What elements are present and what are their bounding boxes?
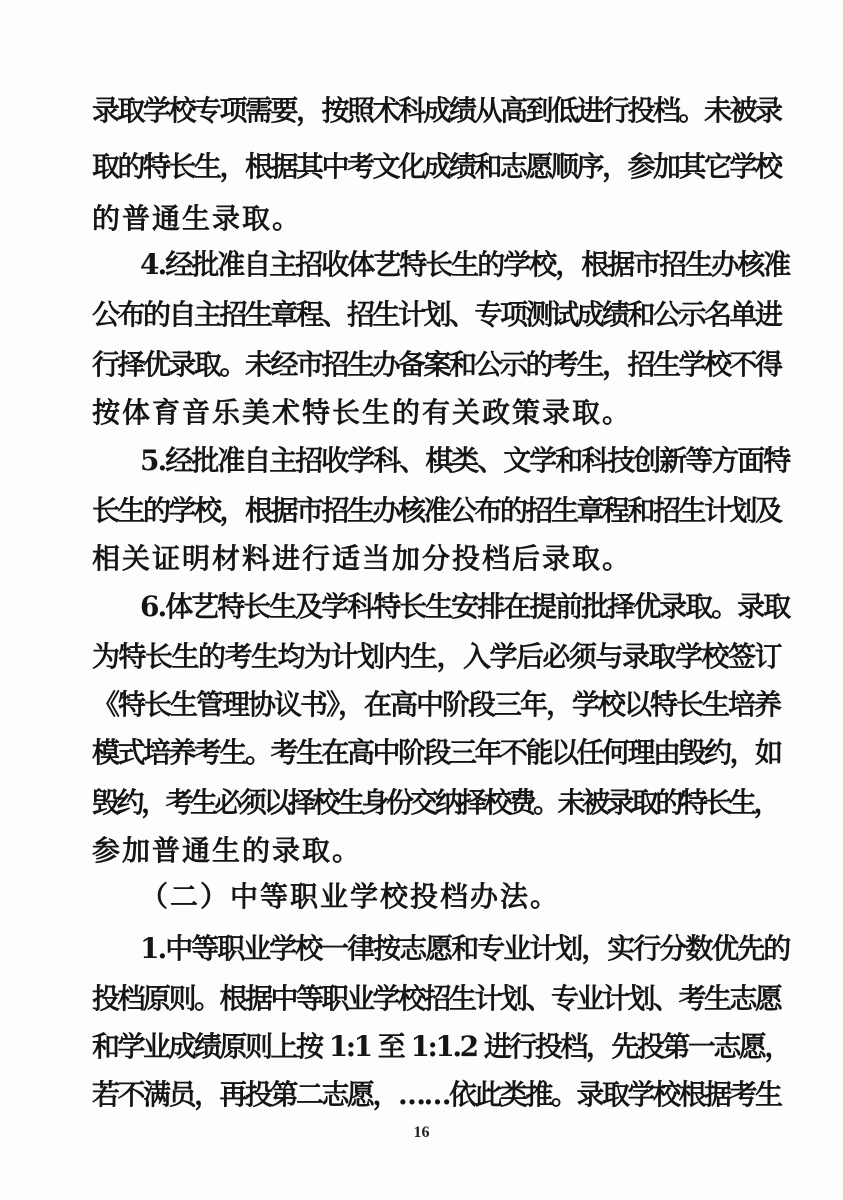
text-line: 相关证明材料进行适当加分投档后录取。 [92, 542, 633, 575]
text-line: 录取学校专项需要，按照术科成绩从高到低进行投档。未被录 [92, 94, 781, 127]
text-line: 1.中等职业学校一律按志愿和专业计划，实行分数优先的 [140, 932, 790, 965]
text-line: 5.经批准自主招收学科、棋类、文学和科技创新等方面特 [140, 444, 790, 477]
text-line: 和学业成绩原则上按 1:1 至 1:1.2 进行投档，先投第一志愿， [92, 1030, 790, 1063]
text-line: 4.经批准自主招收体艺特长生的学校，根据市招生办核准 [140, 248, 790, 281]
text-line: 取的特长生，根据其中考文化成绩和志愿顺序，参加其它学校 [92, 150, 781, 183]
text-line: 6.体艺特长生及学科特长生安排在提前批择优录取。录取 [140, 590, 790, 623]
text-line: 参加普通生的录取。 [92, 834, 363, 867]
text-line: 行择优录取。未经市招生办备案和公示的考生，招生学校不得 [92, 348, 781, 381]
text-line: 公布的自主招生章程、招生计划、专项测试成绩和公示名单进 [92, 298, 781, 331]
text-line: 长生的学校，根据市招生办核准公布的招生章程和招生计划及 [92, 494, 781, 527]
text-line: 毁约，考生必须以择校生身份交纳择校费。未被录取的特长生， [92, 786, 779, 819]
text-line: 的普通生录取。 [92, 202, 303, 235]
text-line: 投档原则。根据中等职业学校招生计划、专业计划、考生志愿 [92, 982, 781, 1015]
text-line: 《特长生管理协议书》，在高中阶段三年，学校以特长生培养 [92, 688, 781, 721]
text-line: 模式培养考生。考生在高中阶段三年不能以任何理由毁约，如 [92, 736, 781, 769]
page-number: 16 [413, 1124, 430, 1141]
text-line: 若不满员，再投第二志愿，……依此类推。录取学校根据考生 [92, 1078, 781, 1111]
text-line: 为特长生的考生均为计划内生，入学后必须与录取学校签订 [92, 640, 782, 673]
text-line: 按体育音乐美术特长生的有关政策录取。 [92, 396, 633, 429]
section-heading: （二）中等职业学校投档办法。 [140, 880, 561, 913]
